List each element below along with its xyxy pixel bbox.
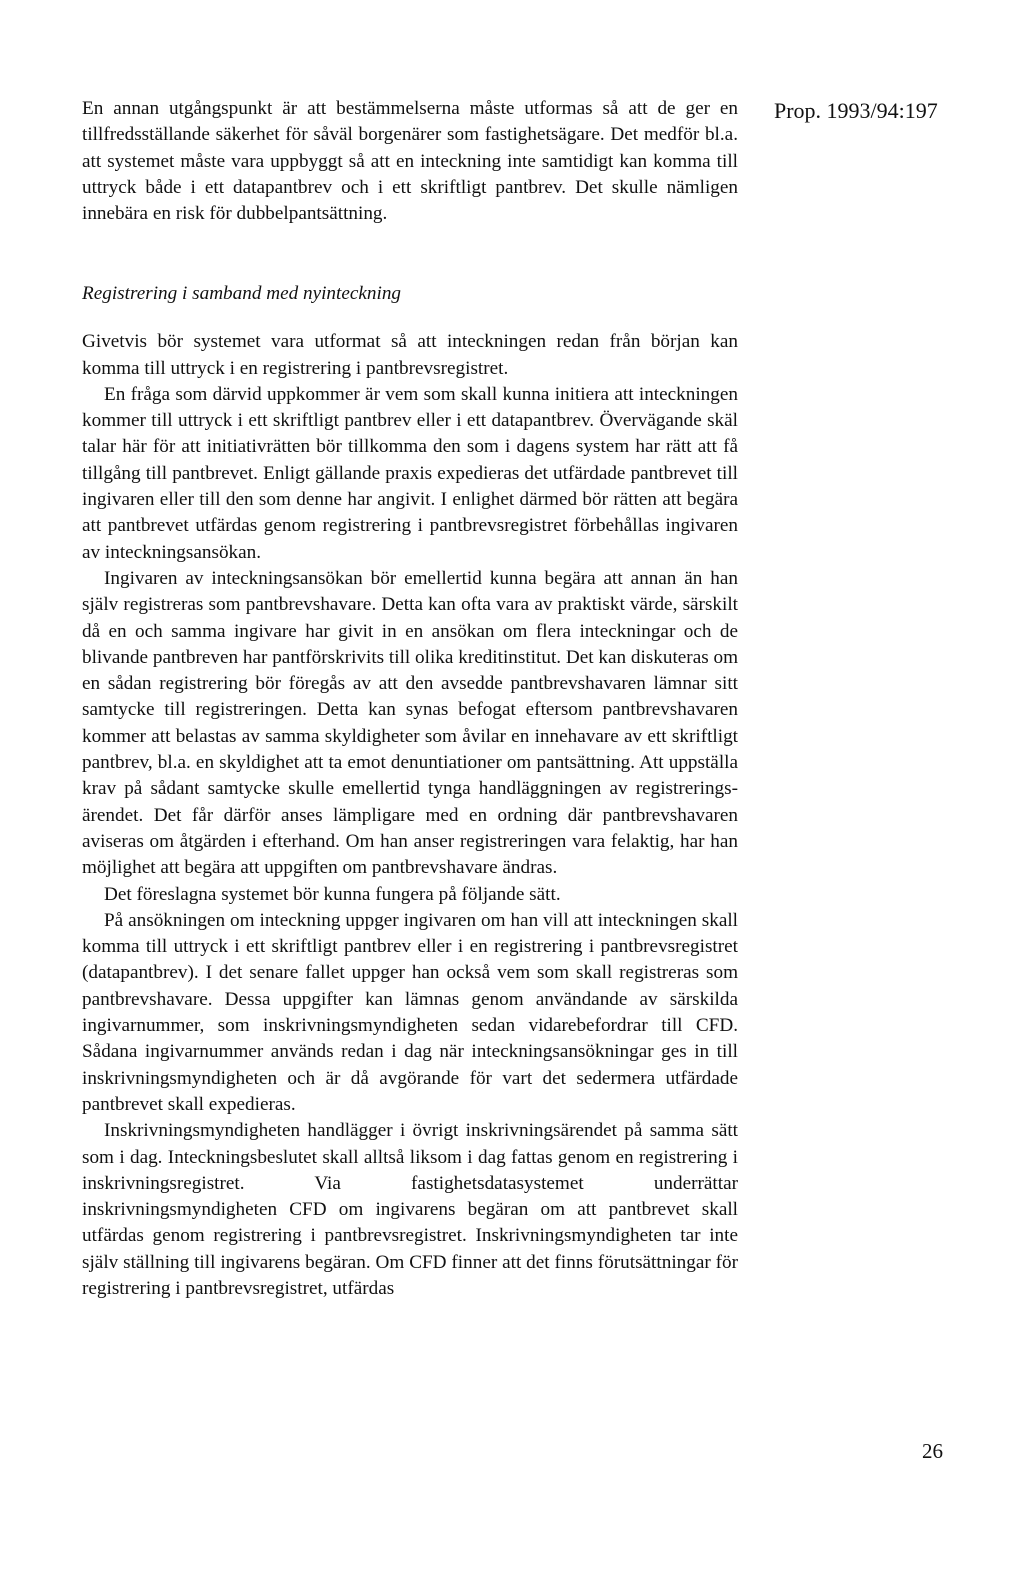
- page-number: 26: [922, 1439, 943, 1463]
- document-reference: Prop. 1993/94:197: [774, 98, 938, 123]
- intro-block: [82, 96, 738, 227]
- body-paragraph-6: Inskrivningsmyndigheten handlägger i övrigt inskrivningsärendet på samma sätt som i dag. Inteckningsbeslutet skall alltså liksom i dag fattas genom en registrering i inskrivningsregistret. Via fastighetsdatasystemet underrättar inskrivningsmyndigheten CFD om ingivarens begäran om att pantbrevet skall utfärdas genom registrering i pantbrevsregistret. Inskrivningsmyndigheten tar inte själv ställning till ingivarens begäran. Om CFD finner att det finns förutsättningar för registrering i pantbrevsregistret, utfärdas: [82, 1120, 738, 1299]
- body-paragraph-5: På ansökningen om inteckning uppger ingivaren om han vill att inteckningen skall komma till uttryck i ett skriftligt pantbrev eller i en registrering i pantbrevsregistret (datapantbrev). I det senare fallet uppger han också vem som skall registreras som pantbrevshavare. Dessa uppgifter kan lämnas genom användande av särskilda ingivarnummer, som inskrivningsmyndigheten sedan vidarebefordrar till CFD. Sådana ingivarnummer används redan i dag när inteckningsansökningar ges in till inskrivningsmyndigheten och är då avgörande för vart det sedermera utfärdade pantbrevet skall expedieras.: [82, 909, 738, 1115]
- section-registrering: [82, 281, 738, 1302]
- section-heading: Registrering i samband med nyinteckning: [82, 283, 402, 304]
- body-paragraph-1: Givetvis bör systemet vara utformat så att inteckningen redan från början kan komma till uttryck i en registrering i pantbrevsregistret.: [82, 331, 738, 379]
- intro-paragraph: En annan utgångspunkt är att bestämmelserna måste utformas så att de ger en tillfredsställande säkerhet för såväl borgenärer som fastighetsägare. Det medför bl.a. att systemet måste vara uppbyggt så att en inteckning inte samtidigt kan komma till uttryck både i ett datapantbrev och i ett skriftligt pantbrev. Det skulle nämligen innebära en risk för dubbelpantsättning.: [82, 98, 738, 225]
- body-paragraph-4: Det föreslagna systemet bör kunna fungera på följande sätt.: [104, 883, 561, 905]
- body-paragraph-3: Ingivaren av inteckningsansökan bör emellertid kunna begära att annan än han själv registreras som pantbrevshavare. Detta kan ofta vara av praktiskt värde, särskilt då en och samma ingivare har givit in en ansökan om flera inteckningar och de blivande pantbreven har pantförskrivits till olika kreditinstitut. Det kan diskuteras om en sådan registrering bör föregås av att den avsedde pantbrevshavaren lämnar sitt samtycke till registreringen. Detta kan synas befogat eftersom pantbrevshavaren kommer att belastas av samma skyldigheter som åvilar en innehavare av ett skriftligt pantbrev, bl.a. en skyldighet att ta emot denuntiationer om pantsättning. Att uppställa krav på sådant samtycke skulle emellertid tynga handläggningen av registreringsärendet. Det får därför anses lämpligare med en ordning där pantbrevshavaren aviseras om åtgärden i efterhand. Om han anser registreringen vara felaktig, har han möjlighet att begära att uppgiften om pantbrevshavare ändras.: [82, 567, 738, 879]
- body-paragraph-2: En fråga som därvid uppkommer är vem som skall kunna initiera att inteckningen kommer till uttryck i ett skriftligt pantbrev eller i ett datapantbrev. Övervägande skäl talar här för att initiativrätten bör tillkomma den som i dagens system har rätt att få tillgång till pantbrevet. Enligt gällande praxis expedieras det utfärdade pantbrevet till ingivaren eller till den som denne har angivit. I enlighet därmed bör rätten att begära att pantbrevet utfärdas genom registrering i pantbrevsregistret förbehållas ingivaren av inteckningsansökan.: [82, 383, 738, 563]
